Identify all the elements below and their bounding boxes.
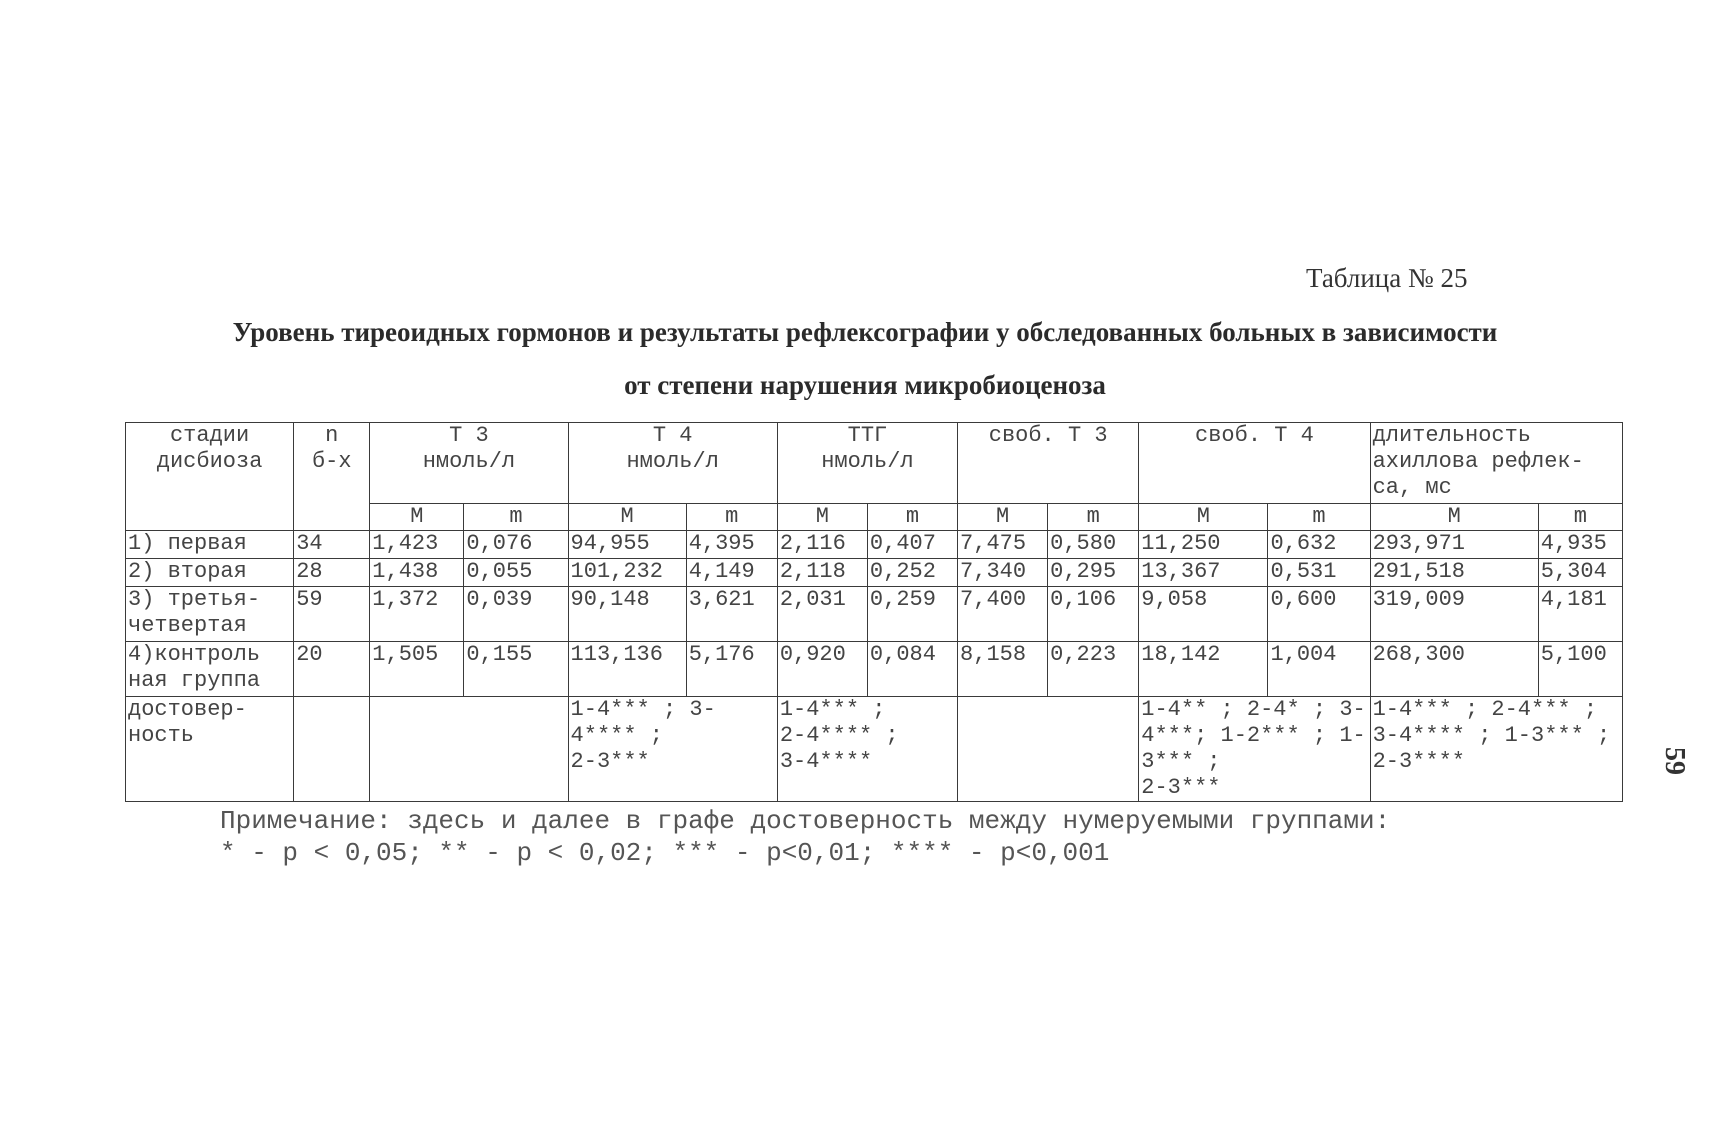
subheader-m: m <box>464 504 568 531</box>
cell-t3-M: 1,438 <box>370 559 464 587</box>
cell-n: 20 <box>294 642 370 697</box>
cell-ft3-m: 0,223 <box>1048 642 1139 697</box>
significance-label: достовер- ность <box>126 697 294 802</box>
header-row <box>126 423 1623 504</box>
cell-achilles-M: 319,009 <box>1370 587 1538 642</box>
cell-ttg-m: 0,252 <box>867 559 957 587</box>
header-free-t4: своб. Т 4 <box>1139 423 1370 504</box>
cell-achilles-m: 5,100 <box>1538 642 1622 697</box>
cell-ft4-M: 18,142 <box>1139 642 1268 697</box>
significance-free-t4: 1-4** ; 2-4* ; 3- 4***; 1-2*** ; 1- 3*** ; 2-3*** <box>1139 697 1370 802</box>
cell-achilles-m: 4,181 <box>1538 587 1622 642</box>
table-title-line-2: от степени нарушения микробиоценоза <box>624 370 1106 400</box>
cell-ft3-m: 0,580 <box>1048 531 1139 559</box>
subheader-M: М <box>958 504 1048 531</box>
cell-n: 34 <box>294 531 370 559</box>
significance-ttg: 1-4*** ; 2-4**** ; 3-4**** <box>777 697 957 802</box>
significance-empty-n <box>294 697 370 802</box>
cell-t4-M: 113,136 <box>568 642 686 697</box>
significance-achilles: 1-4*** ; 2-4*** ; 3-4**** ; 1-3*** ; 2-3**** <box>1370 697 1622 802</box>
cell-n: 28 <box>294 559 370 587</box>
subheader-m: m <box>1538 504 1622 531</box>
header-n: n б-х <box>294 423 370 531</box>
subheader-M: М <box>568 504 686 531</box>
cell-ttg-M: 2,116 <box>777 531 867 559</box>
subheader-M: М <box>777 504 867 531</box>
subheader-m: m <box>686 504 777 531</box>
cell-achilles-M: 293,971 <box>1370 531 1538 559</box>
header-free-t3: своб. Т 3 <box>958 423 1139 504</box>
page-number: 59 <box>1659 747 1690 775</box>
cell-ttg-m: 0,084 <box>867 642 957 697</box>
header-stage: стадии дисбиоза <box>126 423 294 531</box>
significance-empty-free-t3 <box>958 697 1139 802</box>
cell-achilles-m: 4,935 <box>1538 531 1622 559</box>
cell-t3-M: 1,372 <box>370 587 464 642</box>
cell-ft3-m: 0,106 <box>1048 587 1139 642</box>
cell-stage: 1) первая <box>126 531 294 559</box>
cell-ft4-m: 0,531 <box>1268 559 1370 587</box>
cell-ttg-m: 0,407 <box>867 531 957 559</box>
cell-t4-m: 5,176 <box>686 642 777 697</box>
cell-ttg-M: 0,920 <box>777 642 867 697</box>
significance-empty-t3 <box>370 697 568 802</box>
cell-ttg-M: 2,031 <box>777 587 867 642</box>
cell-ttg-m: 0,259 <box>867 587 957 642</box>
cell-t3-M: 1,423 <box>370 531 464 559</box>
data-table <box>125 422 1623 802</box>
cell-achilles-M: 268,300 <box>1370 642 1538 697</box>
header-t3: Т 3 нмоль/л <box>370 423 568 504</box>
cell-ft4-m: 0,632 <box>1268 531 1370 559</box>
subheader-m: m <box>1268 504 1370 531</box>
cell-ft3-M: 7,400 <box>958 587 1048 642</box>
cell-t4-M: 101,232 <box>568 559 686 587</box>
cell-t4-M: 94,955 <box>568 531 686 559</box>
cell-t3-m: 0,155 <box>464 642 568 697</box>
header-achilles: длительность ахиллова рефлек- са, мс <box>1370 423 1622 504</box>
cell-t3-M: 1,505 <box>370 642 464 697</box>
cell-ft3-m: 0,295 <box>1048 559 1139 587</box>
cell-ft3-M: 7,475 <box>958 531 1048 559</box>
cell-t4-m: 4,149 <box>686 559 777 587</box>
table-note <box>220 805 1390 869</box>
note-line-2: * - p < 0,05; ** - p < 0,02; *** - p<0,01; **** - p<0,001 <box>220 838 1110 868</box>
cell-ft4-m: 1,004 <box>1268 642 1370 697</box>
cell-t4-M: 90,148 <box>568 587 686 642</box>
cell-t3-m: 0,076 <box>464 531 568 559</box>
note-line-1: Примечание: здесь и далее в графе достоверность между нумеруемыми группами: <box>220 806 1391 836</box>
subheader-m: m <box>867 504 957 531</box>
subheader-M: М <box>1139 504 1268 531</box>
cell-t3-m: 0,039 <box>464 587 568 642</box>
cell-stage: 2) вторая <box>126 559 294 587</box>
table-row <box>126 587 1623 642</box>
cell-ft4-M: 11,250 <box>1139 531 1268 559</box>
table-number: Таблица № 25 <box>1306 263 1468 293</box>
subheader-m: m <box>1048 504 1139 531</box>
cell-ft3-M: 7,340 <box>958 559 1048 587</box>
table-title-line-1: Уровень тиреоидных гормонов и результаты рефлексографии у обследованных больных в зависимости <box>232 317 1498 347</box>
table-row <box>126 642 1623 697</box>
cell-ttg-M: 2,118 <box>777 559 867 587</box>
cell-t4-m: 3,621 <box>686 587 777 642</box>
table-row <box>126 559 1623 587</box>
cell-t3-m: 0,055 <box>464 559 568 587</box>
subheader-M: М <box>370 504 464 531</box>
table-row <box>126 531 1623 559</box>
cell-ft4-m: 0,600 <box>1268 587 1370 642</box>
cell-ft4-M: 9,058 <box>1139 587 1268 642</box>
significance-t4: 1-4*** ; 3- 4**** ; 2-3*** <box>568 697 777 802</box>
cell-achilles-m: 5,304 <box>1538 559 1622 587</box>
cell-ft3-M: 8,158 <box>958 642 1048 697</box>
cell-achilles-M: 291,518 <box>1370 559 1538 587</box>
significance-row <box>126 697 1623 802</box>
cell-ft4-M: 13,367 <box>1139 559 1268 587</box>
subheader-M: М <box>1370 504 1538 531</box>
cell-t4-m: 4,395 <box>686 531 777 559</box>
cell-stage: 4)контроль ная группа <box>126 642 294 697</box>
header-ttg: ТТГ нмоль/л <box>777 423 957 504</box>
cell-stage: 3) третья- четвертая <box>126 587 294 642</box>
header-t4: Т 4 нмоль/л <box>568 423 777 504</box>
cell-n: 59 <box>294 587 370 642</box>
